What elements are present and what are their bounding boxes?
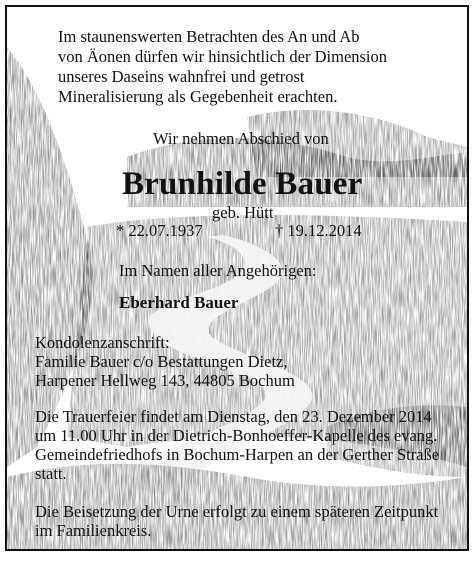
poem-line: Mineralisierung als Gegebenheit erachten. <box>58 87 338 106</box>
mourners-intro: Im Namen aller Angehörigen: <box>119 261 317 280</box>
poem-line: unseres Daseins wahnfrei und getrost <box>58 67 305 86</box>
condolence-line: Harpener Hellweg 143, 44805 Bochum <box>35 371 295 390</box>
death-date: † 19.12.2014 <box>275 221 362 240</box>
maiden-name: geb. Hütt <box>212 203 274 222</box>
funeral-details <box>35 407 439 483</box>
condolence-line: Familie Bauer c/o Bestattungen Dietz, <box>35 352 288 371</box>
obituary-notice <box>5 5 469 551</box>
poem-verse <box>58 27 387 107</box>
poem-line: Im staunenswerten Betrachten des An und Ab <box>58 27 360 46</box>
farewell-line: Wir nehmen Abschied von <box>153 129 329 148</box>
birth-date: * 22.07.1937 <box>116 221 203 240</box>
deceased-name: Brunhilde Bauer <box>122 166 363 202</box>
condolence-address <box>35 333 295 390</box>
poem-line: von Äonen dürfen wir hinsichtlich der Dimension <box>58 47 388 66</box>
funeral-line: Die Trauerfeier findet am Dienstag, den 23. Dezember 2014 <box>35 407 432 426</box>
funeral-line: um 11.00 Uhr in der Dietrich-Bonhoeffer-Kapelle des evang. <box>35 426 438 445</box>
mourner-name: Eberhard Bauer <box>119 293 239 312</box>
condolence-line: Kondolenzanschrift: <box>35 333 170 352</box>
urn-line: Die Beisetzung der Urne erfolgt zu einem späteren Zeitpunkt <box>35 502 439 521</box>
urn-line: im Familienkreis. <box>35 521 152 540</box>
funeral-line: statt. <box>35 464 67 483</box>
funeral-line: Gemeindefriedhofs in Bochum-Harpen an der Gerther Straße <box>35 445 440 464</box>
urn-burial-details <box>35 502 438 540</box>
